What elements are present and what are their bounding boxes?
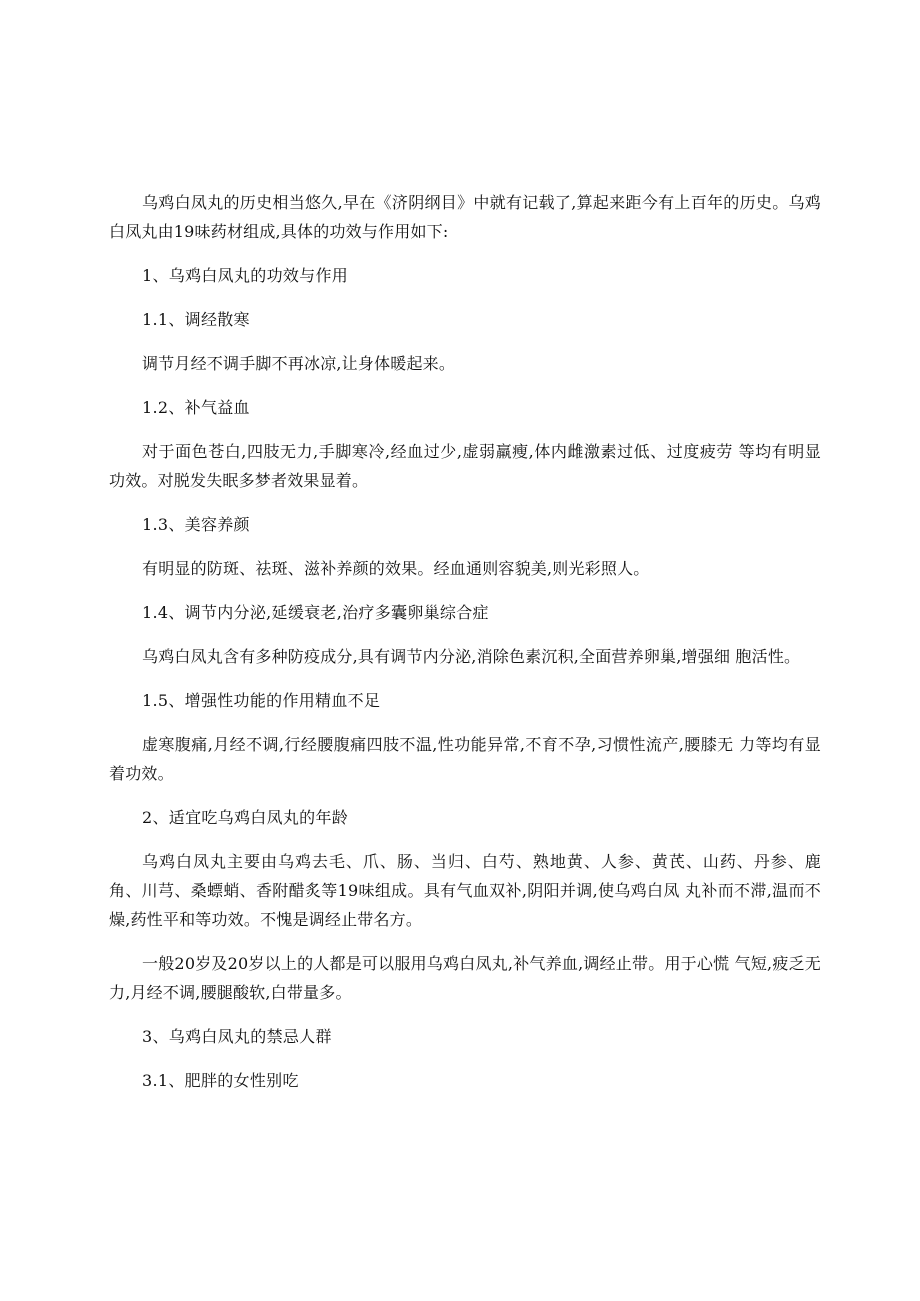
subsection-heading-1-1: 1.1、调经散寒 (142, 310, 250, 329)
subsection-heading-1-5: 1.5、增强性功能的作用精血不足 (142, 691, 381, 710)
paragraph-1-4: 乌鸡白凤丸含有多种防疫成分,具有调节内分泌,消除色素沉积,全面营养卵巢,增强细 胞活性。 (142, 647, 801, 666)
subsection-heading-1-3: 1.3、美容养颜 (142, 515, 250, 534)
subsection-heading-1-4: 1.4、调节内分泌,延缓衰老,治疗多囊卵巢综合症 (142, 603, 489, 622)
paragraph-1-5: 虚寒腹痛,月经不调,行经腰腹痛四肢不温,性功能异常,不育不孕,习惯性流产,腰膝无 力等均有显着功效。 (109, 735, 821, 783)
paragraph-1-2: 对于面色苍白,四肢无力,手脚寒冷,经血过少,虚弱羸瘦,体内雌激素过低、过度疲劳 等均有明显功效。对脱发失眠多梦者效果显着。 (109, 442, 821, 490)
subsection-heading-3-1: 3.1、肥胖的女性别吃 (142, 1071, 299, 1090)
paragraph-1-3: 有明显的防斑、祛斑、滋补养颜的效果。经血通则容貌美,则光彩照人。 (142, 559, 650, 578)
section-heading-1: 1、乌鸡白凤丸的功效与作用 (142, 266, 349, 285)
section-heading-2: 2、适宜吃乌鸡白凤丸的年龄 (142, 808, 349, 827)
document-body (109, 188, 821, 1110)
intro-paragraph: 乌鸡白凤丸的历史相当悠久,早在《济阴纲目》中就有记载了,算起来距今有上百年的历史。乌鸡白凤丸由19味药材组成,具体的功效与作用如下: (109, 193, 821, 241)
paragraph-2-a: 乌鸡白凤丸主要由乌鸡去毛、爪、肠、当归、白芍、熟地黄、人参、黄芪、山药、丹参、鹿角、川芎、桑螵蛸、香附醋炙等19味组成。具有气血双补,阴阳并调,使乌鸡白凤 丸补而不滞,温而不燥,药性平和等功效。不愧是调经止带名方。 (109, 852, 821, 929)
paragraph-2-b: 一般20岁及20岁以上的人都是可以服用乌鸡白凤丸,补气养血,调经止带。用于心慌 气短,疲乏无力,月经不调,腰腿酸软,白带量多。 (109, 954, 821, 1002)
paragraph-1-1: 调节月经不调手脚不再冰凉,让身体暖起来。 (142, 354, 456, 373)
subsection-heading-1-2: 1.2、补气益血 (142, 398, 250, 417)
section-heading-3: 3、乌鸡白凤丸的禁忌人群 (142, 1027, 332, 1046)
